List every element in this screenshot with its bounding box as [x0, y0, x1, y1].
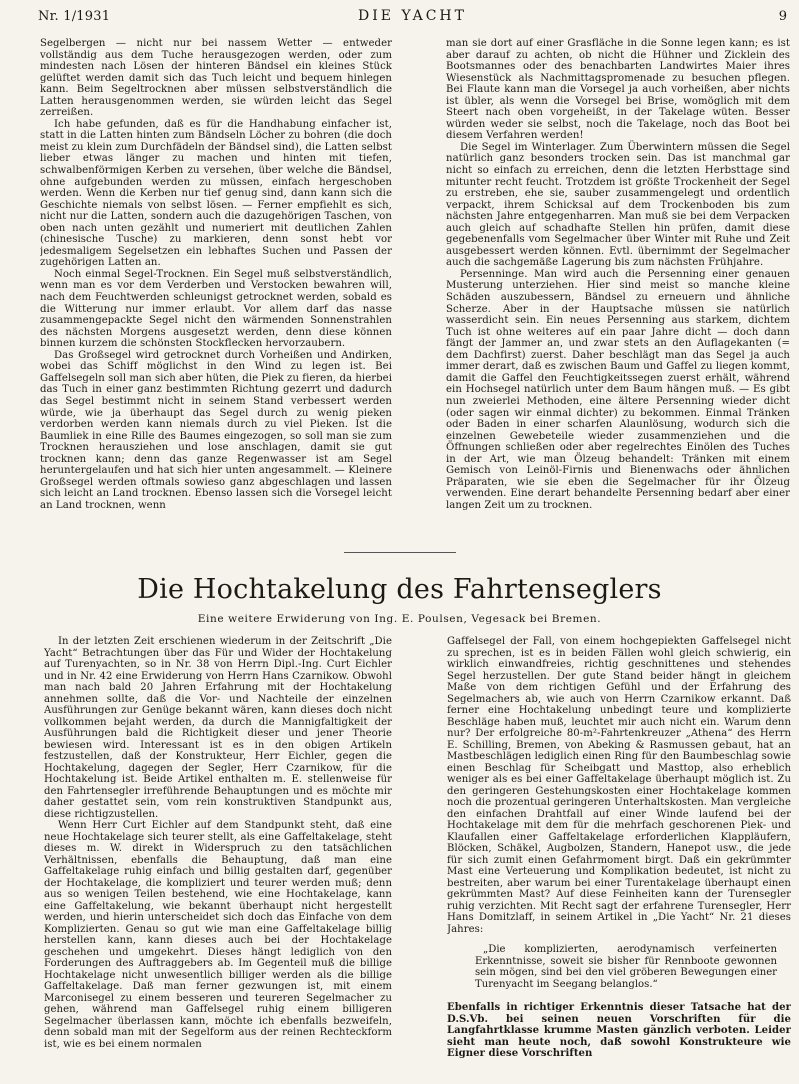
paragraph: Das Großsegel wird getrocknet durch Vorheißen und Andirken, wobei das Schiff möglichst in den Wind zu legen ist. Bei Gaffelsegeln soll man sich aber hüten, die Piek zu fieren, da hierbei das Tuch in einer ganz bestimmten Richtung gezerrt und dadurch das Segel bestimmt nicht in seinem Stand verbessert werden würde, wie ja überhaupt das Segel durch zu wenig pieken verdorben werden kann niemals durch zu viel Pieken. Ist die Baumliek in eine Rille des Baumes eingezogen, so soll man sie zum Trocknen herausziehen und lose anschlagen, damit sie gut trocknen kann; denn das ganze Regenwasser ist am Segel heruntergelaufen und hat sich hier unten angesammelt. — Kleinere Großsegel werden oftmals sowieso ganz abgeschlagen und lassen sich leicht an Land trocknen. Ebenso lassen sich die Vorsegel leicht an Land trocknen, wenn — [40, 349, 392, 511]
column-4-bold-paragraph — [447, 1002, 791, 1072]
paragraph: Ebenfalls in richtiger Erkenntnis dieser Tatsache hat der D.S.Vb. bei seinen neuen Vorschriften für die Langfahrtklasse krumme Masten gänzlich verboten. Leider sieht man heute noch, daß sowohl Konstrukteure wie Eigner diese Vorschriften — [447, 1002, 791, 1059]
column-3-article-body — [44, 636, 392, 1068]
paragraph: Persenninge. Man wird auch die Persenning einer genauen Musterung unterziehen. Hier sind meist so manche kleine Schäden auszubessern, Bändsel zu erneuern und ähnliche Scherze. Aber in der Hauptsache müssen sie natürlich wasserdicht sein. Ein neues Persenning aus starkem, dichtem Tuch ist ohne weiteres auf ein paar Jahre dicht — doch dann fängt der Jammer an, und zwar stets an den Auflagekanten (= dem Dachfirst) zuerst. Daher beschlägt man das Segel ja auch immer derart, daß es zwischen Baum und Gaffel zu liegen kommt, damit die Gaffel den Feuchtigkeitssegen zuerst erhält, während ein Hochsegel natürlich unter dem Baum hängen muß. — Es gibt nun zweierlei Methoden, eine ältere Persenning wieder dicht (oder sagen wir einmal dichter) zu bekommen. Einmal Tränken oder Baden in einer scharfen Alaunlösung, wodurch sich die einzelnen Gewebeteile wieder zusammenziehen und die Öffnungen schließen oder aber regelrechtes Einölen des Tuches in der Art, wie man Ölzeug behandelt: Tränken mit einem Gemisch von Leinöl-Firnis und Bienenwachs oder ähnlichen Präparaten, wie sie eben die Segelmacher für ihr Ölzeug verwenden. Eine derart behandelte Persenning bedarf aber einer langen Zeit um zu trocknen. — [446, 268, 790, 511]
paragraph: Ich habe gefunden, daß es für die Handhabung einfacher ist, statt in die Latten hinten zum Bändseln Löcher zu bohren (die doch meist zu klein zum Durchfädeln der Bändsel sind), die Latten selbst lieber etwas länger zu machen und hinten mit tiefen, schwalbenförmigen Kerben zu versehen, über welche die Bändsel, ohne aufgebunden werden zu müssen, einfach hergeschoben werden. Wenn die Kerben nur tief genug sind, dann kann sich die Geschichte niemals von selbst lösen. — Ferner empfiehlt es sich, nicht nur die Latten, sondern auch die dazugehörigen Taschen, von oben nach unten gezählt und numeriert mit deutlichen Zahlen (chinesische Tusche) zu markieren, denn sonst hebt vor jedesmaligem Segelsetzen ein lebhaftes Suchen und Passen der zugehörigen Latten an. — [40, 118, 392, 269]
quote-text: „Die komplizierten, aerodynamisch verfeinerten Erkenntnisse, soweit sie bisher für Rennboote gewonnen sein mögen, sind bei den viel gröberen Bewegungen einer Turenyacht im Seegang belanglos.“ — [475, 944, 777, 990]
article-title: Die Hochtakelung des Fahrtenseglers — [137, 574, 662, 605]
paragraph: Noch einmal Segel-Trocknen. Ein Segel muß selbstverständlich, wenn man es vor dem Verderben und Verstocken bewahren will, nach dem Feuchtwerden schleunigst getrocknet werden, sobald es die Witterung nur immer erlaubt. Vor allem darf das nasse zusammengepackte Segel nicht den wärmenden Sonnenstrahlen des nächsten Morgens ausgesetzt werden, denn diese können binnen kurzem die schönsten Stockflecken hervorzaubern. — [40, 268, 392, 350]
section-divider — [344, 552, 456, 553]
article-subtitle: Eine weitere Erwiderung von Ing. E. Poulsen, Vegesack bei Bremen. — [197, 613, 602, 625]
paragraph: Die Segel im Winterlager. Zum Überwintern müssen die Segel natürlich ganz besonders trocken sein. Das ist manchmal gar nicht so einfach zu erreichen, denn die letzten Herbsttage sind mitunter recht feucht. Trotzdem ist größte Trockenheit der Segel zu erstreben, ehe sie, sauber zusammengelegt und ordentlich verpackt, ihrem Schicksal auf dem Trockenboden bis zum nächsten Jahre entgegenharren. Man muß sie bei dem Verpacken auch gleich auf schadhafte Stellen hin prüfen, damit diese gegebenenfalls vom Segelmacher über Winter mit Ruhe und Zeit ausgebessert werden können. Evtl. übernimmt der Segelmacher auch die sachgemäße Lagerung bis zum nächsten Frühjahre. — [446, 141, 790, 269]
paragraph: Gaffelsegel der Fall, von einem hochgepiekten Gaffelsegel nicht zu sprechen, ist es in beiden Fällen wohl gleich schwierig, ein wirklich einwandfreies, richtig geschnittenes und stehendes Segel herzustellen. Der gute Stand beider hängt in gleichem Maße von dem richtigen Gefühl und der Erfahrung des Segelmachers ab, wie auch von Herrn Czarnikow erkannt. Daß ferner eine Hochtakelung unbedingt teure und komplizierte Beschläge haben muß, leuchtet mir auch nicht ein. Warum denn nur? Der erfolgreiche 80-m²-Fahrtenkreuzer „Athena“ des Herrn E. Schilling, Bremen, von Abeking & Rasmussen gebaut, hat an Mastbeschlägen lediglich einen Ring für den Baumbeschlag sowie einen Beschlag für Scheibgatt und Masttop, also erheblich weniger als es bei einer Gaffeltakelage überhaupt möglich ist. Zu den geringeren Gestehungskosten einer Hochtakelage kommen noch die prozentual geringeren Unterhaltskosten. Man vergleiche den einfachen Drahtfall auf einer Winde laufend bei der Hochtakelage mit dem für die mehrfach geschorenen Piek- und Klaufallen einer Gaffeltakelage erforderlichen Klappläufern, Blöcken, Schäkel, Augbolzen, Standern, Hanepot usw., die jede für sich zumit einen Gefahrmoment birgt. Daß ein gekrümmter Mast eine Verteuerung und Komplikation bedeutet, ist nicht zu bestreiten, aber warum bei einer Turentakelage überhaupt einen gekrümmten Mast? Auf diese Feinheiten kann der Turensegler ruhig verzichten. Mit Recht sagt der erfahrene Turensegler, Herr Hans Domitzlaff, in seinem Artikel in „Die Yacht“ Nr. 21 dieses Jahres: — [447, 636, 791, 935]
column-2-continued-article — [446, 38, 790, 533]
paragraph: man sie dort auf einer Grasfläche in die Sonne legen kann; es ist aber darauf zu achten, ob nicht die Hühner und Zicklein des Bootsmannes oder des benachbarten Landwirtes Maier ihres Wiesenstück als Nachmittagspromenade zu besuchen pflegen. Bei Flaute kann man die Vorsegel ja auch vorheißen, aber nichts ist übler, als wenn die Vorsegel bei Brise, womöglich mit dem Steert nach oben vorgeheißt, in der Takelage wüten. Besser würden weder sie selbst, noch die Takelage, noch das Boot bei diesem Verfahren werden! — [446, 38, 790, 142]
column-4-article-body — [447, 636, 791, 942]
paragraph: Wenn Herr Curt Eichler auf dem Standpunkt steht, daß eine neue Hochtakelage sich teurer stellt, als eine Gaffeltakelage, steht dieses m. W. direkt in Widerspruch zu den tatsächlichen Verhältnissen, ebenfalls die Behauptung, daß man eine Gaffeltakelage ruhig einfach und billig gestalten darf, gegenüber der Hochtakelage, die kompliziert und teurer werden muß; denn aus so wenigen Teilen bestehend, wie eine Hochtakelage, kann eine Gaffeltakelung, wie bekannt überhaupt nicht hergestellt werden, und hierin unterscheidet sich doch das Einfache von dem Komplizierten. Genau so gut wie man eine Gaffeltakelage billig herstellen kann, kann dieses auch bei der Hochtakelage geschehen und umgekehrt. Dieses hängt lediglich von den Forderungen des Auftraggebers ab. Im Gegenteil muß die billige Hochtakelage nicht unwesentlich billiger werden als die billige Gaffeltakelage. Daß man ferner gezwungen ist, mit einem Marconisegel zu einem besseren und teureren Segelmacher zu gehen, während man Gaffelsegel ruhig einem billigeren Segelmacher überlassen kann, möchte ich ebenfalls bezweifeln, denn sobald man mit der Segelform aus der reinen Rechteckform ist, wie es bei einem normalen — [44, 820, 392, 1050]
paragraph: In der letzten Zeit erschienen wiederum in der Zeitschrift „Die Yacht“ Betrachtungen über das Für und Wider der Hochtakelung auf Turenyachten, so in Nr. 38 von Herrn Dipl.-Ing. Curt Eichler und in Nr. 42 eine Erwiderung von Herrn Hans Czarnikow. Obwohl man nach bald 20 Jahren Erfahrung mit der Hochtakelung annehmen sollte, daß die Vor- und Nachteile der einzelnen Ausführungen zur Genüge bekannt wären, kann dieses doch nicht vollkommen bejaht werden, da durch die Mannigfaltigkeit der Ausführungen bald die Richtigkeit dieser und jener Theorie bewiesen wird. Interessant ist es in den obigen Artikeln festzustellen, daß der Konstrukteur, Herr Eichler, gegen die Hochtakelung, dagegen der Segler, Herr Czarnikow, für die Hochtakelung ist. Beide Artikel enthalten m. E. stellenweise für den Fahrtensegler irreführende Behauptungen und es möchte mir daher gestattet sein, vom rein konstruktiven Standpunkt aus, diese richtigzustellen. — [44, 636, 392, 820]
page-header — [38, 9, 787, 27]
column-1-continued-article — [40, 38, 392, 533]
page-number: 9 — [778, 9, 787, 24]
magazine-title: DIE YACHT — [358, 8, 467, 24]
block-quote — [475, 944, 777, 990]
paragraph: Segelbergen — nicht nur bei nassem Wetter — entweder vollständig aus dem Tuche herausgezogen werden, oder zum mindesten nach Lösen der hinteren Bändsel ein kleines Stück gelüftet werden damit sich das Tuch leicht und bequem hinlegen kann. Beim Segeltrocknen aber müssen selbstverständlich die Latten herausgenommen werden, sie würden leicht das Segel zerreißen. — [40, 38, 392, 119]
issue-number: Nr. 1/1931 — [38, 9, 111, 24]
